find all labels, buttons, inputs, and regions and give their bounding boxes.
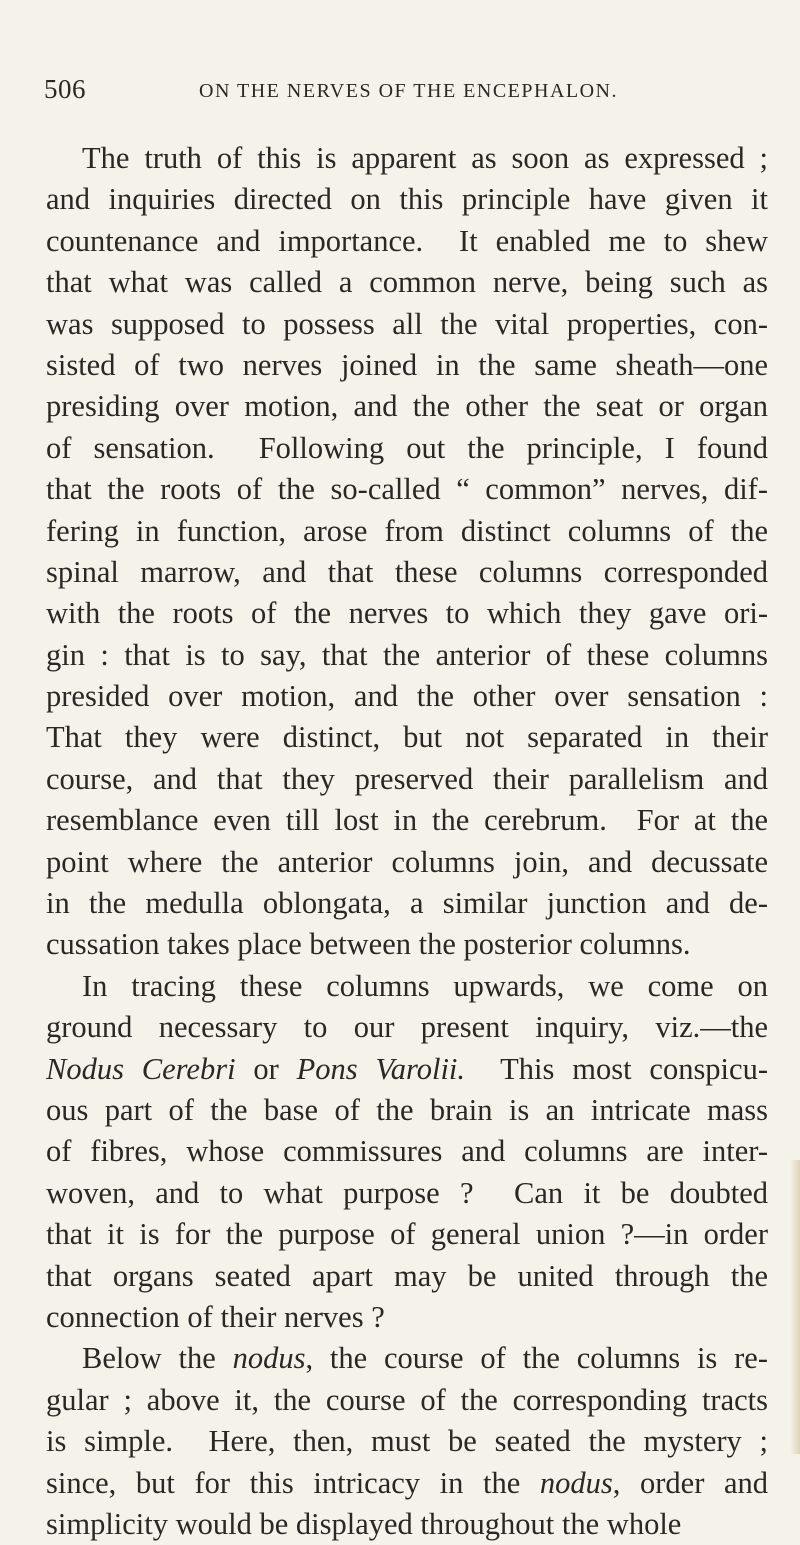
text-line: [46, 386, 768, 427]
text-segment: ground necessary to our present inquiry, viz.—the: [46, 1010, 768, 1045]
text-segment: , the course of the columns is re-: [305, 1341, 768, 1376]
text-line: [46, 1214, 768, 1255]
text-line: [46, 1338, 768, 1379]
text-line: [46, 1504, 768, 1545]
text-line: [46, 717, 768, 758]
text-segment: is simple. Here, then, must be seated the mystery ;: [46, 1424, 768, 1459]
text-segment: that the roots of the so-called “ common” nerves, dif-: [46, 472, 768, 507]
text-segment: That they were distinct, but not separated in their: [46, 720, 768, 755]
text-segment: resemblance even till lost in the cerebrum. For at the: [46, 803, 768, 838]
text-line: [46, 676, 768, 717]
text-line: [46, 1049, 768, 1090]
text-segment: gular ; above it, the course of the corresponding tracts: [46, 1382, 768, 1417]
page-number: 506: [44, 74, 86, 104]
text-line: [46, 883, 768, 924]
italic-text: Pons Varolii.: [296, 1051, 466, 1086]
text-line: [46, 924, 768, 965]
text-segment: simplicity would be displayed throughout the whole: [46, 1506, 682, 1541]
text-line: [46, 1297, 768, 1338]
text-segment: that organs seated apart may be united through the: [46, 1258, 768, 1293]
text-segment: woven, and to what purpose ? Can it be doubted: [46, 1175, 768, 1210]
text-line: [46, 345, 768, 386]
text-line: [46, 1380, 768, 1421]
text-segment: course, and that they preserved their parallelism and: [46, 761, 768, 796]
text-line: [46, 179, 768, 220]
text-segment: that it is for the purpose of general union ?—in order: [46, 1217, 768, 1252]
text-segment: and inquiries directed on this principle have given it: [46, 182, 768, 217]
text-line: [46, 469, 768, 510]
text-segment: connection of their nerves ?: [46, 1299, 385, 1334]
text-line: [46, 1131, 768, 1172]
italic-text: nodus: [539, 1465, 613, 1500]
text-line: [46, 966, 768, 1007]
text-line: [46, 1256, 768, 1297]
page-header: [44, 74, 764, 114]
text-segment: in the medulla oblongata, a similar junction and de-: [46, 886, 768, 921]
text-line: [46, 511, 768, 552]
text-segment: countenance and importance. It enabled me to shew: [46, 223, 768, 258]
text-line: [46, 552, 768, 593]
italic-text: Nodus Cerebri: [46, 1051, 236, 1086]
text-segment: of sensation. Following out the principle, I found: [46, 430, 768, 465]
text-segment: point where the anterior columns join, and decussate: [46, 844, 768, 879]
page-edge-shadow: [790, 1160, 800, 1454]
text-line: [46, 759, 768, 800]
text-line: [46, 800, 768, 841]
text-line: [46, 593, 768, 634]
text-line: [46, 138, 768, 179]
text-segment: that what was called a common nerve, being such as: [46, 265, 768, 300]
body-text: [46, 138, 768, 1545]
text-segment: of fibres, whose commissures and columns are inter-: [46, 1134, 768, 1169]
text-line: [46, 1463, 768, 1504]
text-line: [46, 262, 768, 303]
text-segment: The truth of this is apparent as soon as expressed ;: [82, 141, 768, 175]
text-line: [46, 1173, 768, 1214]
text-line: [46, 1421, 768, 1462]
text-line: [46, 221, 768, 262]
text-segment: was supposed to possess all the vital properties, con-: [46, 306, 768, 341]
text-line: [46, 304, 768, 345]
italic-text: nodus: [232, 1341, 306, 1376]
text-segment: sisted of two nerves joined in the same sheath—one: [46, 347, 768, 382]
text-line: [46, 635, 768, 676]
text-segment: cussation takes place between the posterior columns.: [46, 927, 691, 962]
text-line: [46, 1007, 768, 1048]
text-segment: This most conspicu-: [465, 1051, 768, 1086]
text-line: [46, 1090, 768, 1131]
text-segment: or: [235, 1051, 297, 1086]
text-segment: In tracing these columns upwards, we come on: [82, 968, 768, 1003]
text-line: [46, 428, 768, 469]
text-segment: Below the: [82, 1341, 233, 1376]
text-line: [46, 842, 768, 883]
text-segment: presiding over motion, and the other the seat or organ: [46, 389, 768, 424]
running-title: ON THE NERVES OF THE ENCEPHALON.: [199, 80, 618, 102]
text-segment: since, but for this intricacy in the: [46, 1465, 540, 1500]
text-segment: presided over motion, and the other over sensation :: [46, 679, 768, 714]
text-segment: with the roots of the nerves to which they gave ori-: [46, 596, 768, 631]
text-segment: gin : that is to say, that the anterior of these columns: [46, 637, 768, 672]
text-segment: , order and: [612, 1465, 769, 1500]
text-segment: ous part of the base of the brain is an intricate mass: [46, 1092, 768, 1127]
text-segment: spinal marrow, and that these columns corresponded: [46, 554, 768, 589]
text-segment: fering in function, arose from distinct columns of the: [46, 513, 768, 548]
